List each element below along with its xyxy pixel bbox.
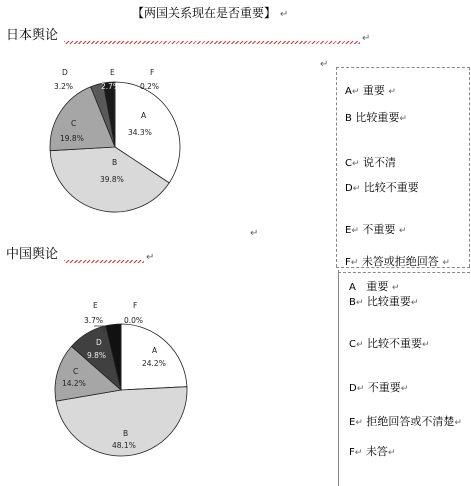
legend-letter: B [349,297,356,308]
legend-divider [338,272,470,273]
legend-text: 不重要 [362,223,396,236]
japan-heading-text: 日本舆论 [6,28,59,43]
legend-text: 未答 [365,445,388,458]
paragraph-mark: ↵ [454,418,462,428]
japan-legend-item-b [345,109,407,125]
china-legend-item-d [349,379,408,395]
legend-letter: A [349,282,356,293]
label-b-value: 39.8% [100,175,124,184]
label-c-letter: C [73,367,79,376]
label-d-value: 3.2% [54,82,74,91]
japan-legend-item-e [345,221,406,237]
label-b-value: 48.1% [112,441,136,450]
pie-slice-a [121,324,187,390]
legend-letter: E [345,225,352,236]
paragraph-mark: ↵ [398,226,407,236]
legend-text: 比较重要 [355,111,400,124]
china-legend-item-c [349,335,430,351]
legend-text: 未答或拒绝回答 [361,255,439,268]
china-legend-item-e [349,413,462,429]
legend-top-border [336,67,470,68]
label-c-value: 14.2% [62,379,86,388]
label-f-value: 0.2% [140,82,160,91]
legend-text: 比较不重要 [367,337,423,350]
china-pie-group [55,324,187,456]
label-a-letter: A [141,111,147,120]
china-legend-item-a [349,278,399,294]
legend-letter: E [349,417,356,428]
label-d-value: 9.8% [87,351,107,360]
label-b-letter: B [123,429,129,438]
spellcheck-underline [64,260,144,263]
label-f-letter: F [133,301,138,310]
paragraph-mark: ↵ [387,448,396,458]
paragraph-mark: ↵ [362,33,371,44]
china-opinion-heading [6,243,58,262]
legend-letter: B [345,113,352,124]
paragraph-mark: ↵ [354,448,363,458]
japan-legend-item-d [345,179,419,195]
label-d-letter: D [96,338,102,347]
legend-letter: D [345,183,353,194]
japan-opinion-heading [6,24,58,43]
paragraph-mark: ↵ [351,159,360,169]
paragraph-mark: ↵ [356,384,365,394]
paragraph-mark: ↵ [410,298,419,308]
japan-legend-item-a [345,82,396,98]
legend-letter: C [345,158,352,169]
paragraph-mark: ↵ [355,298,364,308]
label-c-value: 19.8% [60,134,84,143]
paragraph-mark: ↵ [355,418,363,428]
china-pie-chart [0,295,240,486]
document-title [132,4,288,21]
legend-text: 比较重要 [366,295,411,308]
legend-text: 比较不重要 [363,181,419,194]
paragraph-mark: ↵ [400,384,409,394]
title-text: 【两国关系现在是否重要】 [132,6,277,20]
label-e-value: 2.7% [101,82,121,91]
china-heading-text: 中国舆论 [6,247,59,262]
paragraph-mark: ↵ [351,226,359,236]
label-e-letter: E [110,68,115,77]
legend-left-border [336,67,337,267]
paragraph-mark: ↵ [399,114,407,124]
label-a-value: 24.2% [142,359,166,368]
paragraph-mark: ↵ [388,87,396,97]
legend-letter: A [345,86,352,97]
japan-pie-group [50,82,180,212]
legend-letter: C [349,339,356,350]
legend-text: 重要 [366,280,389,293]
paragraph-mark: ↵ [391,283,400,293]
label-a-value: 34.3% [128,128,152,137]
paragraph-mark: ↵ [352,184,361,194]
legend-letter: F [349,447,355,458]
paragraph-mark: ↵ [320,59,329,70]
legend-letter: D [349,383,357,394]
spellcheck-underline [64,41,360,44]
legend-letter: F [345,257,351,268]
paragraph-mark: ↵ [350,258,359,268]
paragraph-mark: ↵ [355,340,364,350]
label-a-letter: A [152,346,158,355]
paragraph-mark: ↵ [442,258,450,268]
paragraph-mark: ↵ [146,252,155,263]
label-c-letter: C [71,119,77,128]
japan-legend-item-f [345,253,450,269]
japan-pie-chart [0,62,240,222]
china-legend-item-b [349,293,418,309]
legend-text: 重要 [362,84,385,97]
legend-text: 不重要 [367,381,401,394]
legend-text: 说不清 [363,156,397,169]
paragraph-mark: ↵ [279,9,289,20]
paragraph-mark: ↵ [351,87,360,97]
paragraph-mark: ↵ [250,228,259,239]
label-b-letter: B [112,158,118,167]
label-f-value: 0.0% [124,316,144,325]
label-e-letter: E [93,301,98,310]
legend-text: 拒绝回答或不清楚 [366,415,455,428]
legend-right-border [469,67,470,267]
label-d-letter: D [62,68,68,77]
china-legend-item-f [349,443,395,459]
legend-left-border [338,270,339,486]
label-e-value: 3.7% [84,316,104,325]
paragraph-mark: ↵ [422,340,430,350]
label-f-letter: F [150,68,155,77]
japan-legend-item-c [345,154,396,170]
